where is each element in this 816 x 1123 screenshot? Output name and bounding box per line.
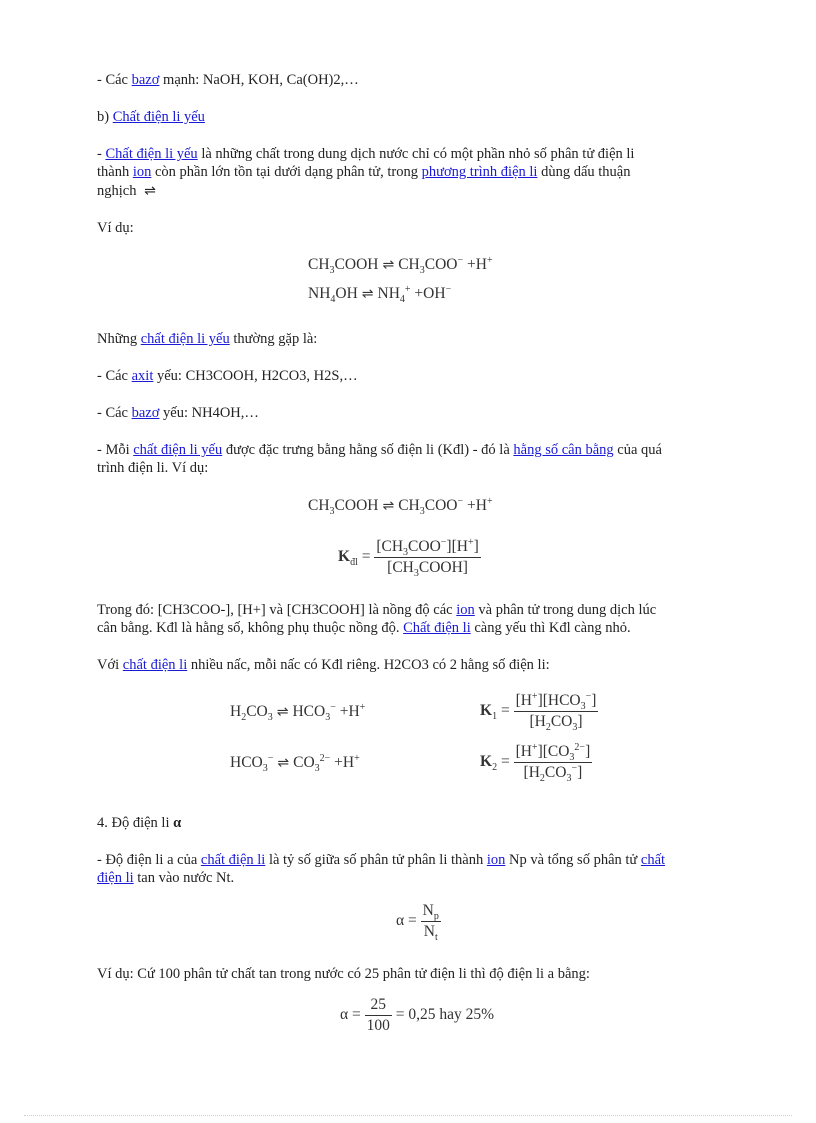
- text: Ví dụ:: [97, 220, 134, 236]
- link-chat-dien-li[interactable]: điện li: [97, 870, 134, 886]
- text: là những chất trong dung dịch nước chỉ có một phần nhỏ số phân tử điện li: [197, 146, 635, 162]
- text: b): [97, 109, 113, 125]
- text: trình điện li. Ví dụ:: [97, 460, 209, 476]
- definition-line-1: [97, 146, 634, 163]
- paragraph-strong-bases: [97, 72, 359, 89]
- paragraph-kdl-line-2: [97, 460, 208, 477]
- link-chat-dien-li[interactable]: chất điện li: [122, 657, 188, 673]
- paragraph-degree-line-2: [97, 870, 234, 887]
- text: dùng dấu thuận: [537, 164, 631, 180]
- fraction: $\frac{25}{100}$: [366, 996, 390, 1034]
- equilibrium-arrow-icon: ⇌: [382, 498, 395, 514]
- definition-line-3: [97, 183, 160, 200]
- fraction: $\frac{N_p}{N_t}$: [422, 902, 439, 944]
- text: thường gặp là:: [229, 331, 318, 347]
- definition-line-2: [97, 164, 630, 181]
- link-ion[interactable]: ion: [132, 164, 152, 180]
- text: yếu: CH3COOH, H2CO3, H2S,…: [153, 368, 358, 384]
- text: yếu: NH4OH,…: [159, 405, 259, 421]
- text: được đặc trưng bằng hằng số điện li (Kđl) - đó là: [222, 442, 514, 458]
- text: còn phần lớn tồn tại dưới dạng phân tử, trong: [151, 164, 422, 180]
- text: của quá: [613, 442, 662, 458]
- link-chat-dien-li[interactable]: Chất điện li: [403, 620, 471, 636]
- page-bottom-divider: [24, 1115, 792, 1116]
- paragraph-degree-line-1: [97, 852, 665, 869]
- text: 4. Độ điện li: [97, 815, 174, 831]
- text: càng yếu thì Kđl càng nhỏ.: [470, 620, 631, 636]
- text: là tỷ số giữa số phân tử phân li thành: [265, 852, 487, 868]
- link-chat-dien-li-yeu[interactable]: chất điện li yếu: [133, 442, 223, 458]
- equation-ammonium-hydroxide: $NH_4OH$ ⇌ $NH_4^+ +OH^-$: [308, 283, 452, 306]
- text: - Các: [97, 72, 132, 88]
- equilibrium-arrow-icon: ⇌: [277, 755, 290, 771]
- text: và phân tử trong dung dịch lúc: [474, 602, 657, 618]
- text: - Mỗi: [97, 442, 134, 458]
- fraction: $\frac{[H^+][HCO_3^-]}{[H_2CO_3]}$: [515, 690, 597, 734]
- text: Với: [97, 657, 123, 673]
- equation-carbonic-step-2: $HCO_3^-$ ⇌ $CO_3^{2-} +H^+$: [230, 752, 360, 775]
- paragraph-kdl-line-1: [97, 442, 662, 459]
- text: cân bằng. Kđl là hằng số, không phụ thuộc nồng độ.: [97, 620, 404, 636]
- link-ion[interactable]: ion: [486, 852, 506, 868]
- example-label: [97, 220, 134, 237]
- text: Những: [97, 331, 141, 347]
- text: -: [97, 146, 106, 162]
- link-ion[interactable]: ion: [456, 602, 475, 618]
- equation-acetic-acid-2: $CH_3COOH$ ⇌ $CH_3COO^- +H^+$: [308, 495, 493, 518]
- equation-acetic-acid: $CH_3COOH$ ⇌ $CH_3COO^- +H^+$: [308, 254, 493, 277]
- equation-alpha-ratio: α = $\frac{N_p}{N_t}$: [396, 902, 439, 944]
- equation-carbonic-step-1: $H_2CO_3$ ⇌ $HCO_3^- +H^+$: [230, 701, 366, 724]
- paragraph-trong-do-line-1: [97, 602, 656, 619]
- link-chat-dien-li-yeu[interactable]: Chất điện li yếu: [112, 109, 205, 125]
- fraction: $\frac{[H^+][CO_3^{2-}]}{[H_2CO_3^-]}$: [515, 741, 591, 785]
- text: thành: [97, 164, 133, 180]
- paragraph-example-alpha: [97, 966, 590, 983]
- equation-alpha-value: α = $\frac{25}{100}$ = 0,25 hay 25%: [340, 996, 495, 1034]
- section-heading-weak-electrolyte: [97, 109, 205, 126]
- link-phuong-trinh-dien-li[interactable]: phương trình điện li: [421, 164, 538, 180]
- paragraph-trong-do-line-2: [97, 620, 631, 637]
- equation-k2: $K_2$ = $\frac{[H^+][CO_3^{2-}]}{[H_2CO_3^-]}$: [480, 741, 591, 785]
- link-axit[interactable]: axit: [131, 368, 154, 384]
- text: nhiều nấc, mỗi nấc có Kđl riêng. H2CO3 có 2 hằng số điện li:: [187, 657, 550, 673]
- paragraph-polyprotic: [97, 657, 550, 674]
- text: mạnh: NaOH, KOH, Ca(OH)2,…: [159, 72, 359, 88]
- equilibrium-arrow-icon: ⇌: [144, 183, 156, 199]
- text: - Các: [97, 368, 132, 384]
- paragraph-weak-acids: [97, 368, 358, 385]
- text: Np và tổng số phân tử: [505, 852, 641, 868]
- link-chat-dien-li[interactable]: chất điện li: [200, 852, 266, 868]
- equation-kdl: $K_{đl}$ = $\frac{[CH_3COO^-][H^+]}{[CH_3COOH]}$: [338, 536, 479, 580]
- link-chat-dien-li-yeu[interactable]: chất điện li yếu: [140, 331, 230, 347]
- equation-k1: $K_1$ = $\frac{[H^+][HCO_3^-]}{[H_2CO_3]}$: [480, 690, 597, 734]
- link-chat-dien-li-yeu[interactable]: Chất điện li yếu: [105, 146, 198, 162]
- link-bazo[interactable]: bazơ: [131, 72, 160, 88]
- text: tan vào nước Nt.: [133, 870, 235, 886]
- equilibrium-arrow-icon: ⇌: [276, 704, 289, 720]
- link-bazo[interactable]: bazơ: [131, 405, 160, 421]
- equation-result: = 0,25 hay 25%: [395, 1006, 495, 1024]
- section-heading-degree-of-dissociation: [97, 815, 181, 832]
- paragraph-common-weak: [97, 331, 317, 348]
- link-chat-dien-li[interactable]: chất: [640, 852, 666, 868]
- text: Ví dụ: Cứ 100 phân tử chất tan trong nước có 25 phân tử điện li thì độ điện li a bằng:: [97, 966, 590, 982]
- paragraph-weak-bases: [97, 405, 259, 422]
- text: - Các: [97, 405, 132, 421]
- link-hang-so-can-bang[interactable]: hằng số cân bằng: [513, 442, 614, 458]
- equilibrium-arrow-icon: ⇌: [382, 257, 395, 273]
- fraction: $\frac{[CH_3COO^-][H^+]}{[CH_3COOH]}$: [376, 536, 479, 580]
- alpha-symbol: α: [173, 815, 182, 831]
- text: Trong đó: [CH3COO-], [H+] và [CH3COOH] là nồng độ các: [97, 602, 457, 618]
- text: nghịch: [97, 183, 137, 199]
- text: - Độ điện li a của: [97, 852, 201, 868]
- equilibrium-arrow-icon: ⇌: [361, 286, 374, 302]
